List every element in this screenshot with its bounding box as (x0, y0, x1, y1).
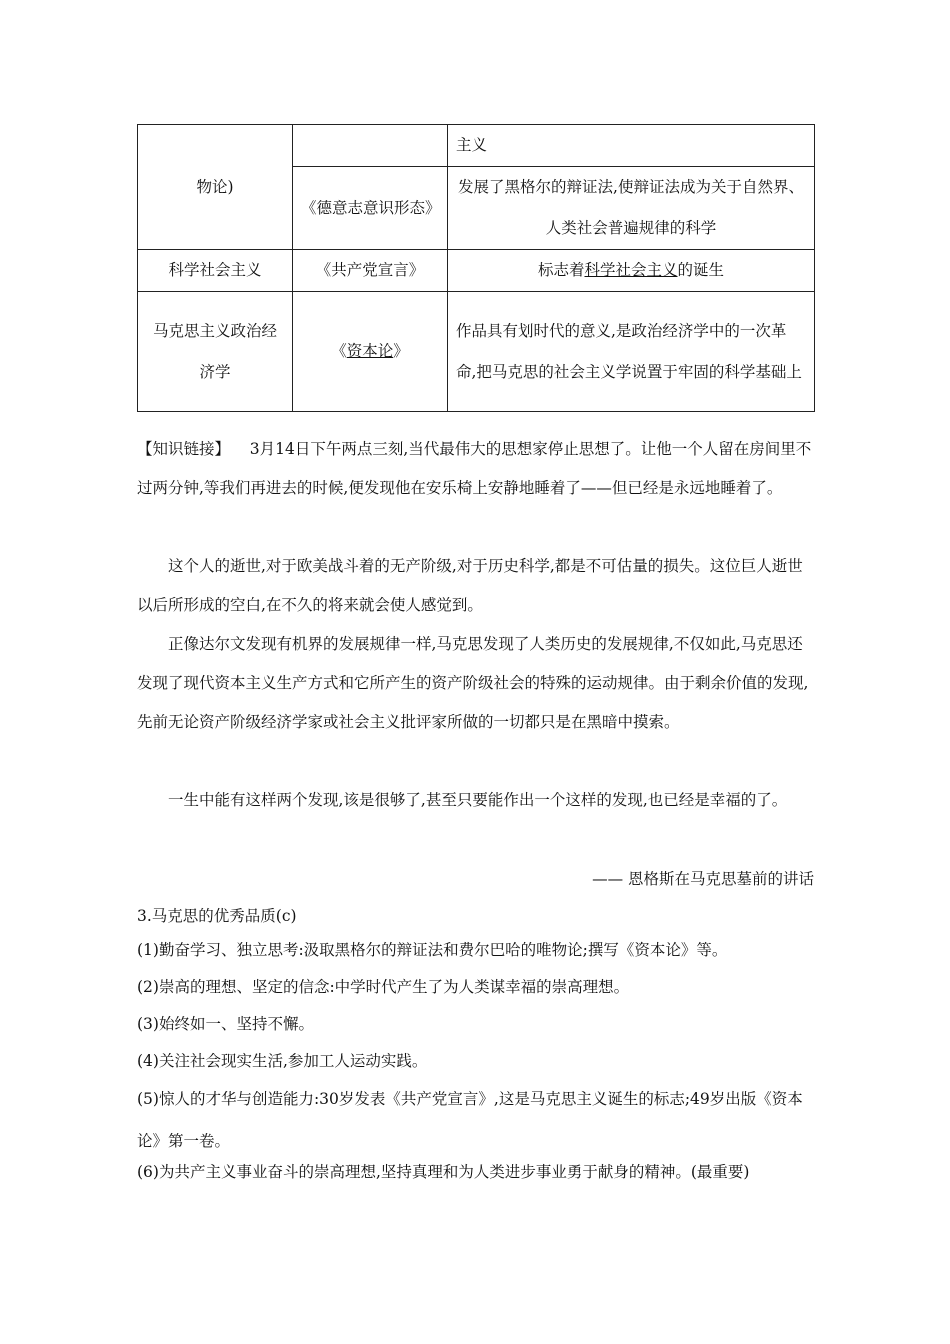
cell-text: 物论) (196, 177, 234, 196)
table-row (138, 250, 815, 292)
underlined-term: 资本论 (346, 342, 394, 360)
underlined-term: 科学社会主义 (584, 261, 678, 279)
list-item: (5)惊人的才华与创造能力:30岁发表《共产党宣言》,这是马克思主义诞生的标志;49岁出版《资本论》第一卷。 (137, 1090, 803, 1150)
cell-text: 作品具有划时代的意义,是政治经济学中的一次革命,把马克思的社会主义学说置于牢固的科学基础上 (456, 321, 802, 381)
table-cell (138, 250, 293, 292)
list-item: (6)为共产主义事业奋斗的崇高理想,坚持真理和为人类进步事业勇于献身的精神。(最重要) (137, 1163, 750, 1181)
cell-text: 的诞生 (677, 261, 725, 279)
table-cell (138, 292, 293, 412)
section-title: 3.马克思的优秀品质(c) (137, 907, 297, 925)
table-cell (448, 125, 815, 167)
table-cell (293, 250, 448, 292)
table-row (138, 292, 815, 412)
works-table (137, 124, 815, 412)
cell-text: 标志着 (537, 261, 585, 279)
quote-source: —— 恩格斯在马克思墓前的讲话 (592, 870, 814, 888)
table-cell (293, 292, 448, 412)
cell-text: 》 (393, 342, 409, 360)
cell-text: 《德意志意识形态》 (301, 198, 441, 217)
table-cell (448, 292, 815, 412)
paragraph-text: 3月14日下午两点三刻,当代最伟大的思想家停止思想了。让他一个人留在房间里不过两分钟,等我们再进去的时候,便发现他在安乐椅上安静地睡着了——但已经是永远地睡着了。 (137, 440, 812, 497)
cell-text: 科学社会主义 (168, 261, 262, 279)
list-item: (4)关注社会现实生活,参加工人运动实践。 (137, 1052, 428, 1070)
paragraph: 一生中能有这样两个发现,该是很够了,甚至只要能作出一个这样的发现,也已经是幸福的了。 (168, 791, 788, 809)
cell-text: 发展了黑格尔的辩证法,使辩证法成为关于自然界、人类社会普遍规律的科学 (458, 178, 804, 237)
cell-text: 《 (331, 342, 347, 360)
knowledge-link-paragraph (137, 430, 814, 508)
cell-text: 马克思主义政治经济学 (152, 321, 277, 381)
list-item: (2)崇高的理想、坚定的信念:中学时代产生了为人类谋幸福的崇高理想。 (137, 978, 630, 996)
table-cell (448, 167, 815, 250)
table-row (138, 125, 815, 167)
paragraph: 正像达尔文发现有机界的发展规律一样,马克思发现了人类历史的发展规律,不仅如此,马克思还发现了现代资本主义生产方式和它所产生的资产阶级社会的特殊的运动规律。由于剩余价值的发现,先前无论资产阶级经济学家或社会主义批评家所做的一切都只是在黑暗中摸索。 (137, 635, 809, 731)
cell-text: 主义 (456, 136, 488, 154)
list-item: (3)始终如一、坚持不懈。 (137, 1015, 314, 1033)
knowledge-link-label: 【知识链接】 (137, 440, 231, 458)
paragraph: 这个人的逝世,对于欧美战斗着的无产阶级,对于历史科学,都是不可估量的损失。这位巨人逝世以后所形成的空白,在不久的将来就会使人感觉到。 (137, 557, 803, 614)
table-cell (448, 250, 815, 292)
table-cell (293, 167, 448, 250)
table-cell (138, 125, 293, 250)
table-cell (293, 125, 448, 167)
list-item: (1)勤奋学习、独立思考:汲取黑格尔的辩证法和费尔巴哈的唯物论;撰写《资本论》等。 (137, 941, 728, 959)
cell-text: 《共产党宣言》 (315, 261, 425, 279)
